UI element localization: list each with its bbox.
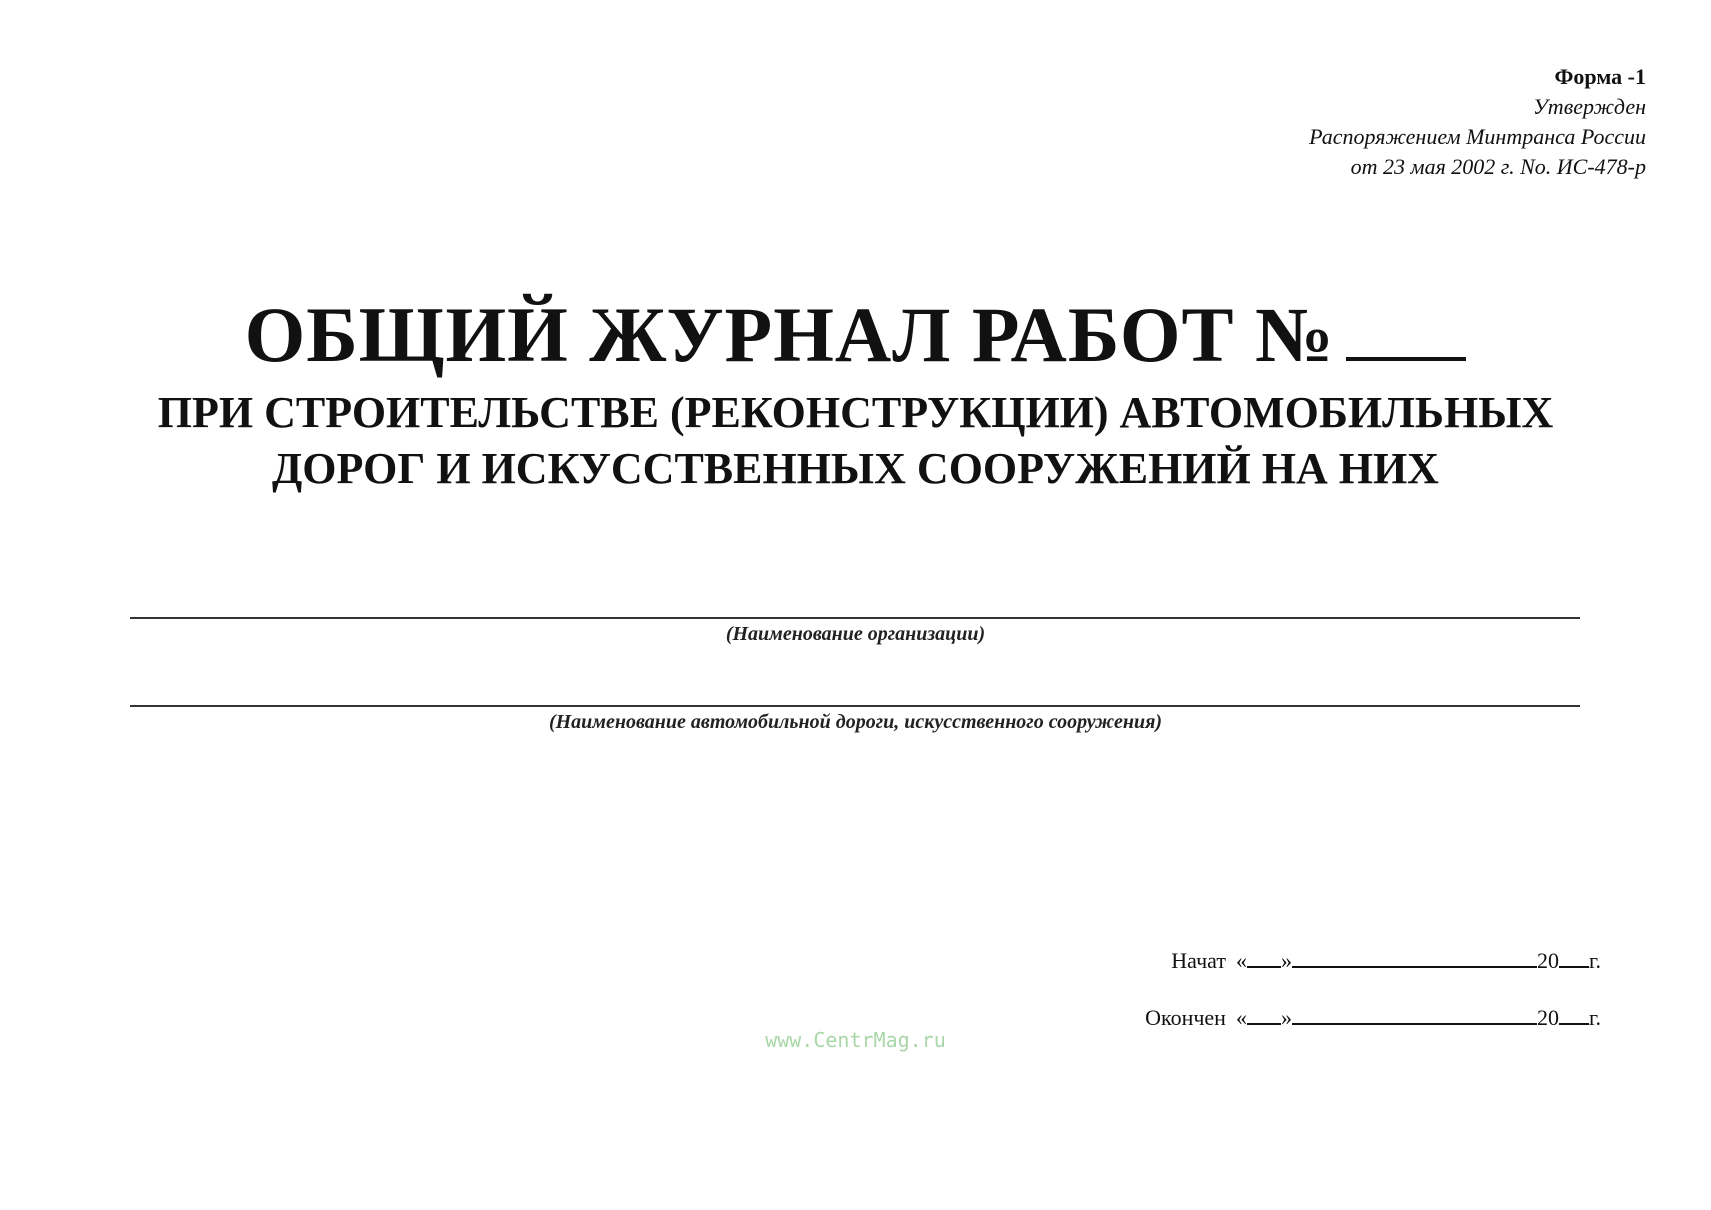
- open-quote: «: [1235, 948, 1247, 973]
- open-quote: «: [1235, 1005, 1247, 1030]
- approved-by: Распоряжением Минтранса России: [1309, 124, 1646, 149]
- road-caption: (Наименование автомобильной дороги, искусственного сооружения): [548, 711, 1163, 733]
- century-text: 20: [1536, 948, 1559, 973]
- subtitle-line-1: ПРИ СТРОИТЕЛЬСТВЕ (РЕКОНСТРУКЦИИ) АВТОМОБИЛЬНЫХ: [157, 388, 1554, 437]
- start-date-label: Начат: [1171, 948, 1226, 973]
- approved-label: Утвержден: [1533, 94, 1646, 119]
- title-main: ОБЩИЙ ЖУРНАЛ РАБОТ №: [244, 291, 1335, 378]
- day-blank: [1247, 948, 1281, 968]
- subtitle-line-2: ДОРОГ И ИСКУССТВЕННЫХ СООРУЖЕНИЙ НА НИХ: [272, 444, 1439, 493]
- day-blank: [1247, 1005, 1281, 1025]
- document-subtitle: [0, 385, 1711, 497]
- century-text: 20: [1536, 1005, 1559, 1030]
- month-blank: [1292, 948, 1537, 968]
- road-fill-line: [130, 705, 1580, 707]
- year-suffix: г.: [1588, 1005, 1601, 1030]
- organization-fill-line: [130, 617, 1580, 619]
- year-suffix: г.: [1588, 948, 1601, 973]
- journal-number-blank: [1346, 299, 1466, 361]
- end-date-label: Окончен: [1145, 1005, 1226, 1030]
- organization-caption: (Наименование организации): [725, 623, 986, 645]
- month-blank: [1292, 1005, 1537, 1025]
- start-date-row: [1171, 948, 1601, 974]
- close-quote: »: [1280, 1005, 1292, 1030]
- approval-date: от 23 мая 2002 г. No. ИС-478-р: [1350, 154, 1646, 179]
- document-title: [0, 290, 1711, 380]
- close-quote: »: [1280, 948, 1292, 973]
- year-blank: [1559, 948, 1589, 968]
- year-blank: [1559, 1005, 1589, 1025]
- approval-block: [1309, 62, 1646, 182]
- watermark: www.CentrMag.ru: [765, 1028, 946, 1052]
- form-number: Форма -1: [1554, 64, 1646, 89]
